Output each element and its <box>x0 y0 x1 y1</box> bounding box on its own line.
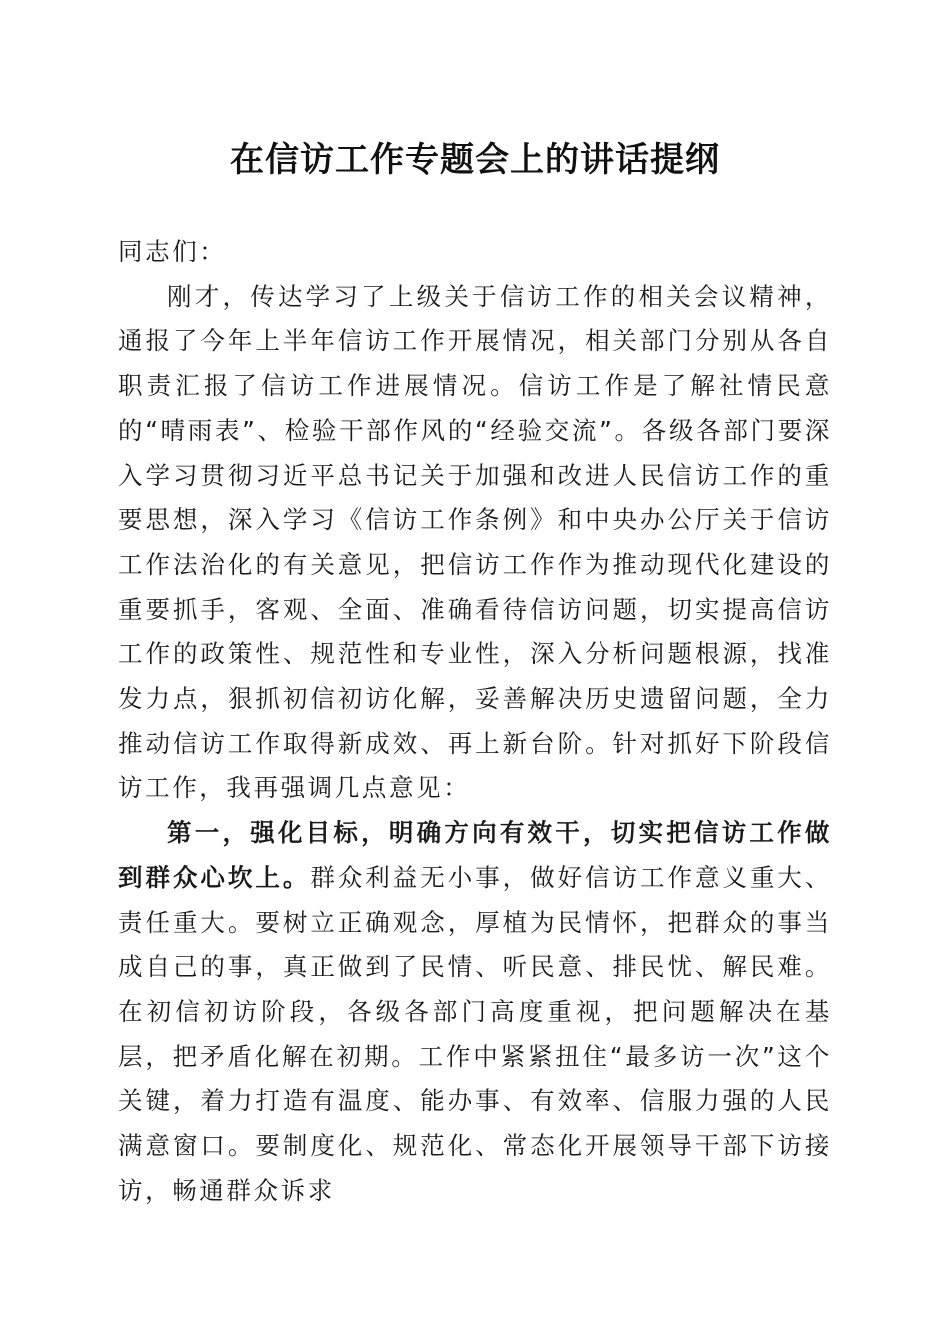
point-one-body: 群众利益无小事，做好信访工作意义重大、责任重大。要树立正确观念，厚植为民情怀，把群众的事当成自己的事，真正做到了民情、听民意、排民忧、解民难。在初信初访阶段，各级各部门高度重视，把问题解决在基层，把矛盾化解在初期。工作中紧紧扭住“最多访一次”这个关键，着力打造有温度、能办事、有效率、信服力强的人民满意窗口。要制度化、规范化、常态化开展领导干部下访接访，畅通群众诉求 <box>118 862 833 1205</box>
paragraph-point-one <box>118 811 832 1213</box>
point-one-heading: 第一，强化目标，明确方向有效干，切实把信访工作做到群众心坎上。 <box>118 818 832 892</box>
paragraph-intro: 刚才，传达学习了上级关于信访工作的相关会议精神，通报了今年上半年信访工作开展情况，相关部门分别从各自职责汇报了信访工作进展情况。信访工作是了解社情民意的“晴雨表”、检验干部作风的“经验交流”。各级各部门要深入学习贯彻习近平总书记关于加强和改进人民信访工作的重要思想，深入学习《信访工作条例》和中央办公厅关于信访工作法治化的有关意见，把信访工作作为推动现代化建设的重要抓手，客观、全面、准确看待信访问题，切实提高信访工作的政策性、规范性和专业性，深入分析问题根源，找准发力点，狠抓初信初访化解，妥善解决历史遗留问题，全力推动信访工作取得新成效、再上新台阶。针对抓好下阶段信访工作，我再强调几点意见： <box>118 281 832 803</box>
document-body <box>118 230 832 1213</box>
document-title: 在信访工作专题会上的讲话提纲 <box>230 140 720 180</box>
salutation: 同志们： <box>118 237 227 266</box>
